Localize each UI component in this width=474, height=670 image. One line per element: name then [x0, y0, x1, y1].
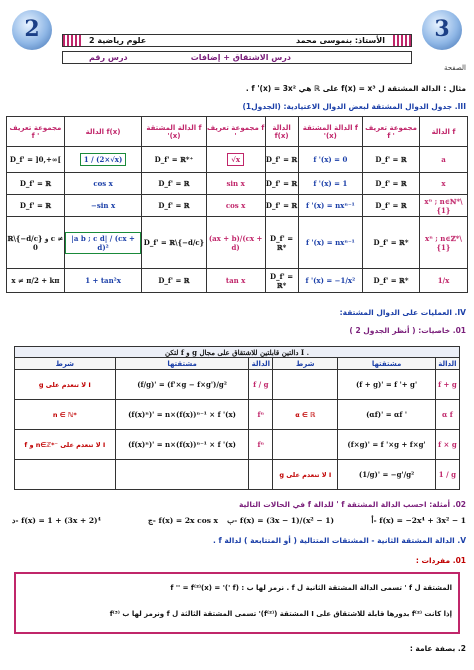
example-line: مثال : الدالة المشتقة ل f(x) = x³ على ℝ هي f '(x) = 3x² .	[245, 84, 466, 93]
example-item: أ- f(x) = −2x⁴ + 3x² − 1	[371, 516, 466, 525]
section-5-sub: 01. مفردات :	[415, 556, 466, 565]
header	[4, 4, 470, 70]
table-row: D_f' = ℝ cos x D_f' = ℝ sin x D_f' = ℝ f '(x) = 1 D_f' = ℝ x	[7, 173, 468, 195]
table-row: D_f' = ]0,+∞[ 1 / (2×√x) D_f' = ℝ*⁺ √x D_f' = ℝ f '(x) = 0 D_f' = ℝ a	[7, 147, 468, 173]
definitions-box	[14, 572, 460, 634]
definition-2: إذا كانت f⁽²⁾ بدورها قابلة للاشتقاق على I المشتقة (f⁽²⁾)' تسمى المشتقة الثالثة ل f ونرمز لها ب f⁽³⁾	[109, 610, 452, 618]
table-row: g لا تنعدم على I (f/g)' = (f'×g − f×g')/g² f / g (f + g)' = f '+ g' f + g	[15, 370, 460, 400]
derivatives-table	[6, 116, 468, 293]
level-label: 2 علوم رياضية	[89, 36, 147, 45]
table-row: x ≠ π/2 + kπ 1 + tan²x D_f' = ℝ tan x D_f' = ℝ* f '(x) = −1/x² D_f' = ℝ* 1/x	[7, 269, 468, 293]
section-3-title: III. جدول الدوال المشتقة لبعض الدوال الاعتيادية: (الجدول1)	[242, 102, 466, 111]
logo-right: 3	[422, 10, 462, 50]
example-item: د- f(x) = 1 + (3x + 2)⁴	[12, 516, 101, 525]
definition-1: المشتقة ل f ' تسمى الدالة المشتقة الثانية ل f . نرمز لها ب : (f ')' = f '' = f⁽²⁾(x)	[170, 584, 452, 592]
section-4-sub: 01. خاصيات: ( أنظر الجدول 2 )	[349, 326, 466, 335]
example-item: ب- f(x) = (3x − 1)/(x² − 1)	[227, 516, 334, 525]
header-bar-bottom	[62, 51, 412, 64]
page	[4, 4, 470, 666]
table-row: ℝ\{−d/c} و c ≠ 0 |a b ; c d| / (cx + d)² D_f' = ℝ\{−d/c} (ax + b)/(cx + d) D_f' = ℝ* f '(x) = nxⁿ⁻¹ D_f' = ℝ* xⁿ ; n∈ℤ*\{1}	[7, 217, 468, 269]
table-row: n ∈ ℕ* (f(x)ⁿ)' = n×(f(x))ⁿ⁻¹ × f '(x) fⁿ α ∈ ℝ (αf)' = αf ' α f	[15, 400, 460, 430]
section-6-title: 2. بصفة عامة :	[409, 644, 466, 653]
examples-title: 02. أمثلة: احسب الدالة المشتقة f ' للدالة f في الحالات التالية	[238, 500, 466, 509]
lesson-number: درس رقم	[89, 53, 128, 62]
logo-left: 2	[12, 10, 52, 50]
table-row: f و n∈ℤ*⁻ لا تنعدم على I (f(x)ⁿ)' = n×(f(x))ⁿ⁻¹ × f '(x) fⁿ (f×g)' = f '×g + f×g' f × g	[15, 430, 460, 460]
lesson-title: درس الاشتقاق + إضافات	[190, 53, 291, 62]
example-item: ج- f(x) = 2x cos x	[147, 516, 218, 525]
table-row: g لا تنعدم على I (1/g)' = −g'/g² 1 / g	[15, 460, 460, 490]
operations-table	[14, 346, 460, 490]
header-bar-top	[62, 34, 412, 47]
table-caption: لتكن f و g دالتين قابلتين للاشتقاق على مجال I .	[15, 347, 460, 358]
table-row: D_f' = ℝ −sin x D_f' = ℝ cos x D_f' = ℝ f '(x) = nxⁿ⁻¹ D_f' = ℝ xⁿ ; n∈ℕ*\{1}	[7, 195, 468, 217]
table-header: شرط مشتقتها الدالة شرط مشتقتها الدالة	[15, 358, 460, 370]
section-5-title: V. الدالة المشتقة الثانية - المشتقات المتتالية ( أو المتتابعة ) لدالة f .	[212, 536, 466, 545]
teacher-name: الأستاذ: بنموسى محمد	[295, 36, 385, 45]
section-4-title: IV. العمليات على الدوال المشتقة:	[339, 308, 466, 317]
table-header: مجموعة تعريف f ' الدالة f(x) الدالة المشتقة f '(x) مجموعة تعريف f ' الدالة f(x) الدالة المشتقة f '(x) مجموعة تعريف f ' الدالة f	[7, 117, 468, 147]
page-label: الصفحة	[444, 64, 466, 72]
